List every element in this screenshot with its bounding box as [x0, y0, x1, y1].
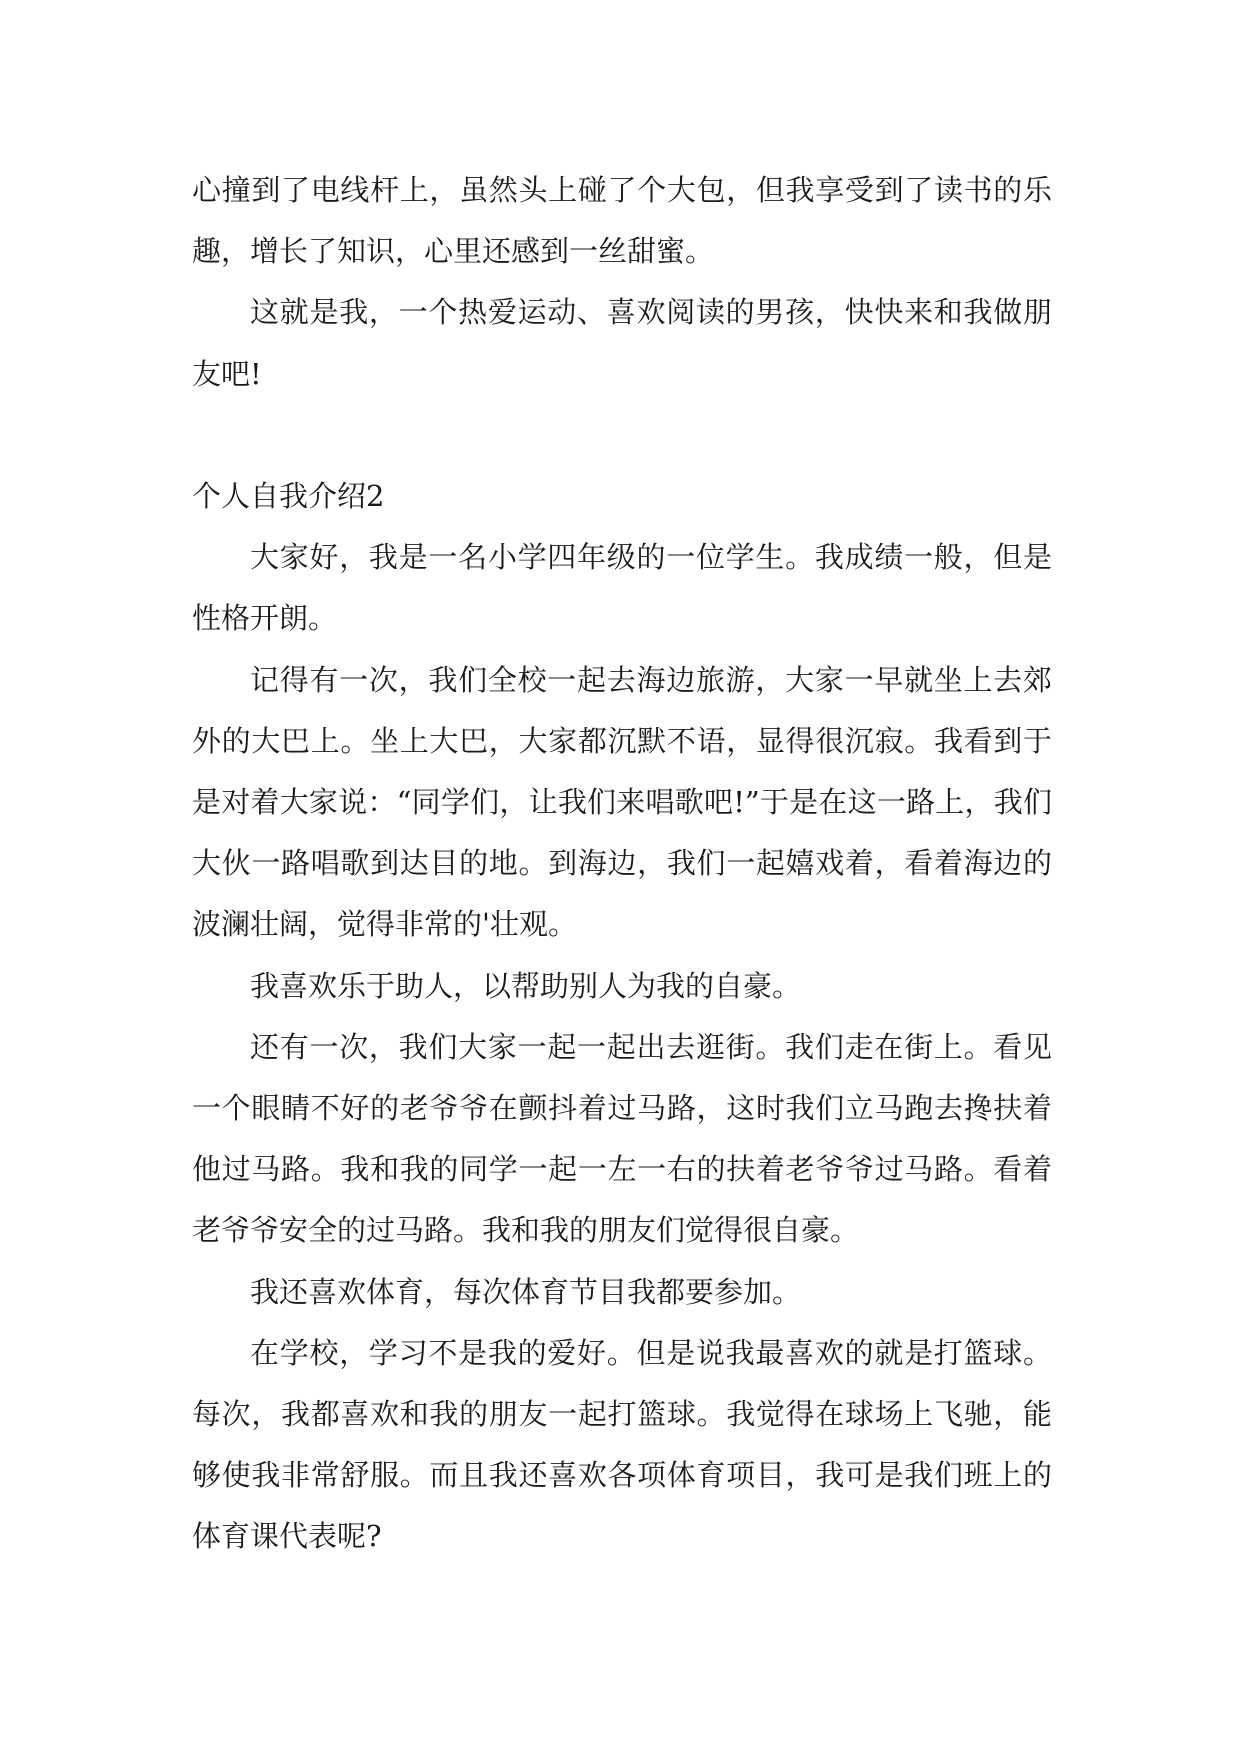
paragraph-street: 还有一次，我们大家一起一起出去逛街。我们走在街上。看见一个眼睛不好的老爷爷在颤抖着过马路，这时我们立马跑去搀扶着他过马路。我和我的同学一起一左一右的扶着老爷爷过马路。看着老爷爷安全的过马路。我和我的朋友们觉得很自豪。 [192, 1029, 1052, 1248]
paragraph-helping: 我喜欢乐于助人，以帮助别人为我的自豪。 [250, 968, 802, 1003]
paragraph-continued: 心撞到了电线杆上，虽然头上碰了个大包，但我享受到了读书的乐趣，增长了知识，心里还感到一丝甜蜜。 [192, 173, 1052, 269]
paragraph-sports: 我还喜欢体育，每次体育节目我都要参加。 [250, 1274, 802, 1309]
paragraph-intro: 大家好，我是一名小学四年级的一位学生。我成绩一般，但是性格开朗。 [192, 540, 1052, 636]
document-body [192, 160, 1052, 1568]
paragraph-basketball: 在学校，学习不是我的爱好。但是说我最喜欢的就是打篮球。每次，我都喜欢和我的朋友一起打篮球。我觉得在球场上飞驰，能够使我非常舒服。而且我还喜欢各项体育项目，我可是我们班上的体育课代表呢? [192, 1335, 1052, 1554]
paragraph-closing: 这就是我，一个热爱运动、喜欢阅读的男孩，快快来和我做朋友吧! [192, 295, 1052, 391]
section-title: 个人自我介绍2 [192, 479, 385, 513]
paragraph-trip: 记得有一次，我们全校一起去海边旅游，大家一早就坐上去郊外的大巴上。坐上大巴，大家都沉默不语，显得很沉寂。我看到于是对着大家说：“同学们，让我们来唱歌吧!”于是在这一路上，我们大伙一路唱歌到达目的地。到海边，我们一起嬉戏着，看着海边的波澜壮阔，觉得非常的'壮观。 [192, 662, 1052, 942]
